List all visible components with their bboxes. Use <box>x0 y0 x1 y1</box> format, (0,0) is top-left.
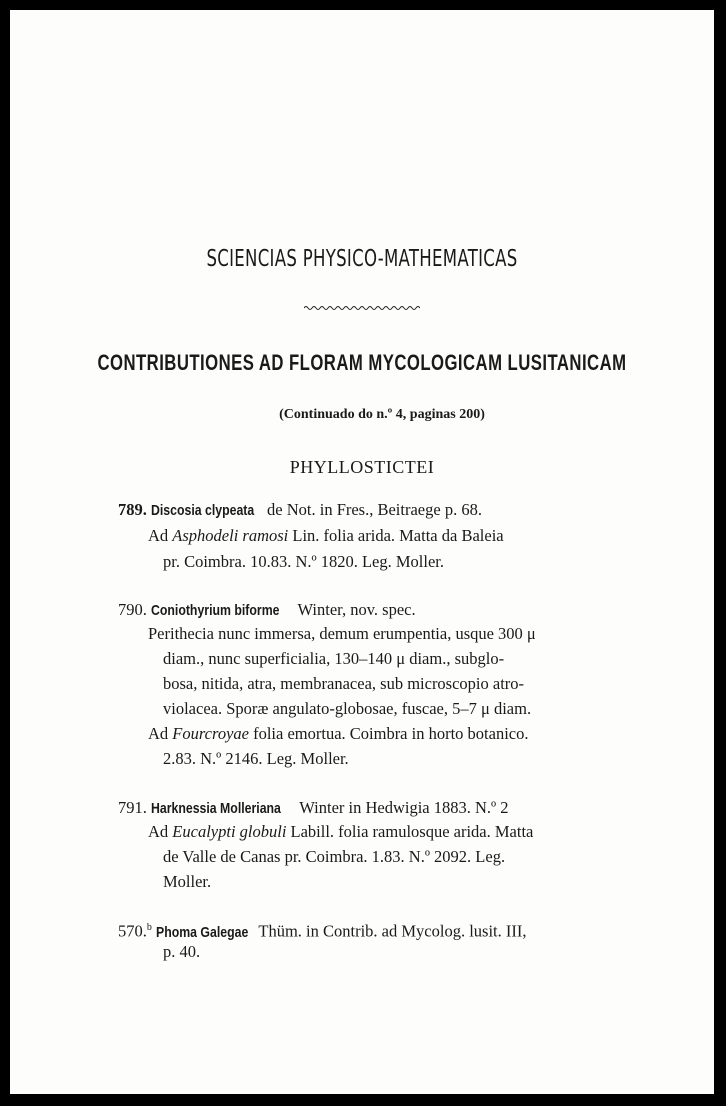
text-fragment: Ad <box>148 526 173 545</box>
text-fragment: Ad <box>148 822 173 841</box>
entry-number-suffix: b <box>146 922 152 933</box>
entry-791-line: de Valle de Canas pr. Coimbra. 1.83. N.º 2092. Leg. <box>163 847 506 866</box>
species-name: Harknessia Molleriana <box>151 800 281 817</box>
section-title: SCIENCIAS PHYSICO-MATHEMATICAS <box>206 246 518 272</box>
entry-791-line: Moller. <box>163 872 212 891</box>
species-name: Phoma Galegae <box>156 923 249 941</box>
species-authority: Winter in Hedwigia 1883. N.º 2 <box>299 798 509 817</box>
article-title: CONTRIBUTIONES AD FLORAM MYCOLOGICAM LUSITANICAM <box>97 350 627 375</box>
entry-number: 789. <box>118 500 147 519</box>
entry-790-line: 2.83. N.º 2146. Leg. Moller. <box>163 749 349 768</box>
continuation-note: (Continuado do n.º 4, paginas 200) <box>279 407 485 422</box>
wavy-rule-icon <box>304 304 420 312</box>
host-name: Fourcroyae <box>172 724 249 743</box>
entry-790-line <box>148 724 529 744</box>
entry-number: 570. <box>118 921 147 941</box>
text-fragment: Lin. folia arida. Matta da Baleia <box>288 526 504 545</box>
species-authority: Thüm. in Contrib. ad Mycolog. lusit. III, <box>258 921 527 941</box>
text-fragment: Labill. folia ramulosque arida. Matta <box>286 822 534 841</box>
host-name: Eucalypti globuli <box>172 822 287 841</box>
entry-791-header <box>118 798 509 819</box>
species-name: Discosia clypeata <box>151 502 255 519</box>
entry-790-line: diam., nunc superficialia, 130–140 μ diam., subglo- <box>163 649 505 668</box>
entry-789-line: pr. Coimbra. 10.83. N.º 1820. Leg. Moller. <box>163 552 445 571</box>
species-name: Coniothyrium biforme <box>151 602 280 619</box>
family-heading: PHYLLOSTICTEI <box>289 457 435 477</box>
entry-570b-header <box>118 918 526 943</box>
host-name: Asphodeli ramosi <box>172 526 289 545</box>
entry-789-line <box>148 526 504 546</box>
decorative-wavy-rule <box>10 304 714 314</box>
entry-number: 790. <box>118 600 147 619</box>
species-authority: de Not. in Fres., Beitraege p. 68. <box>267 500 482 519</box>
document-page <box>10 10 714 1094</box>
entry-number: 791. <box>118 798 147 817</box>
entry-789-header <box>118 500 482 521</box>
text-fragment: folia emortua. Coimbra in horto botanico. <box>248 724 529 743</box>
text-fragment: Ad <box>148 724 173 743</box>
entry-790-line: Perithecia nunc immersa, demum erumpentia, usque 300 μ <box>148 624 536 643</box>
species-authority: Winter, nov. spec. <box>297 600 416 619</box>
entry-790-line: bosa, nitida, atra, membranacea, sub microscopio atro- <box>163 674 525 693</box>
entry-791-line <box>148 822 533 842</box>
entry-570b-line: p. 40. <box>163 942 201 961</box>
entry-790-header <box>118 600 416 621</box>
entry-790-line: violacea. Sporæ angulato-globosae, fuscae, 5–7 μ diam. <box>163 699 532 718</box>
